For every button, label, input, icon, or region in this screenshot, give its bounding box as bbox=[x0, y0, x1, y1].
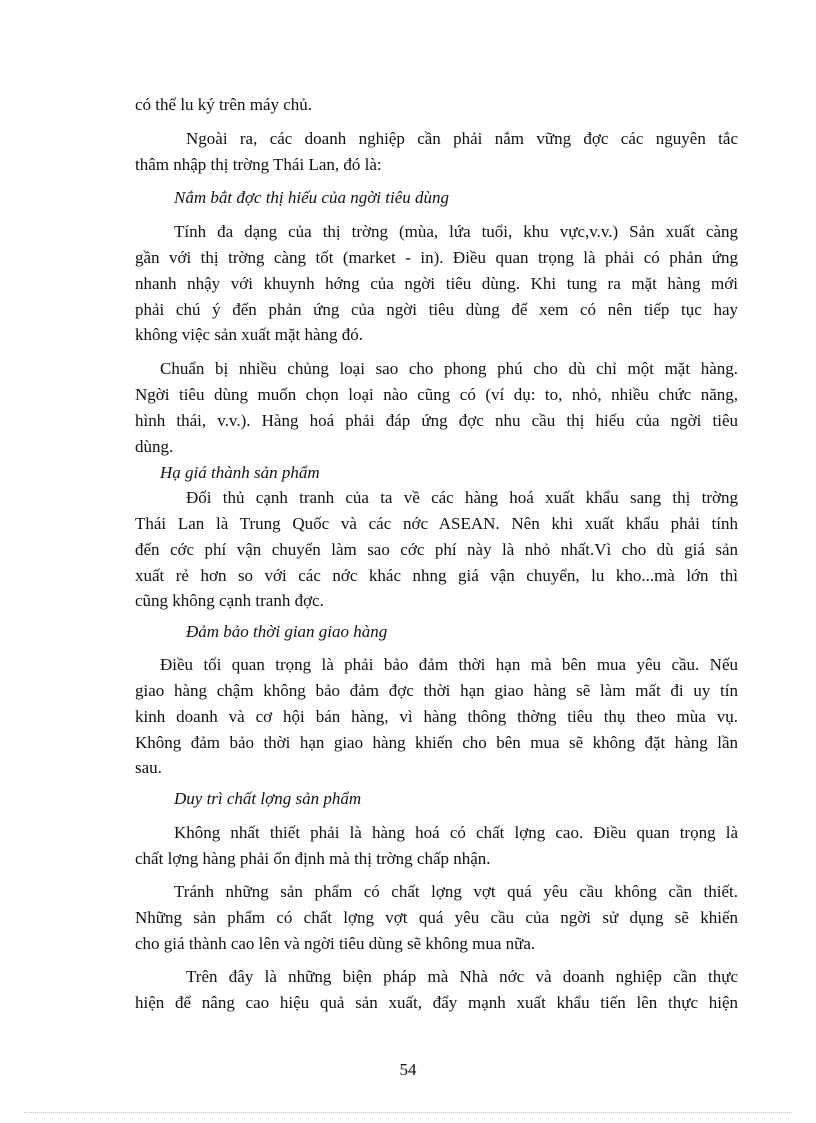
body-text-line: Ngời tiêu dùng muốn chọn loại nào cũng có (ví dụ: to, nhỏ, nhiều chức năng, bbox=[135, 385, 738, 404]
footer-divider bbox=[24, 1112, 792, 1113]
body-text-line: dùng. bbox=[135, 437, 174, 456]
section-heading-delivery-time: Đảm bảo thời gian giao hàng bbox=[186, 622, 388, 641]
body-text-line: Thái Lan là Trung Quốc và các nớc ASEAN. Nên khi xuất khẩu phải tính bbox=[135, 514, 738, 533]
section-heading-market-taste: Nắm bắt đợc thị hiếu của ngời tiêu dùng bbox=[174, 188, 450, 207]
body-text-line: giao hàng chậm không bảo đảm đợc thời hạn giao hàng sẽ làm mất đi uy tín bbox=[135, 681, 738, 700]
paragraph-first-line: Điều tối quan trọng là phải bảo đảm thời hạn mà bên mua yêu cầu. Nếu bbox=[160, 655, 738, 674]
body-text-line: phải chú ý đến phản ứng của ngời tiêu dùng để xem có nên tiếp tục hay bbox=[135, 300, 738, 319]
body-text-line: Những sản phẩm có chất lợng vợt quá yêu cầu của ngời sử dụng sẽ khiến bbox=[135, 908, 738, 927]
body-text-line: nhanh nhậy với khuynh hớng của ngời tiêu dùng. Khi tung ra mặt hàng mới bbox=[135, 274, 738, 293]
body-text-line: không việc sản xuất mặt hàng đó. bbox=[135, 325, 364, 344]
body-text-line: thâm nhập thị trờng Thái Lan, đó là: bbox=[135, 155, 382, 174]
section-heading-lower-cost: Hạ giá thành sản phẩm bbox=[160, 463, 320, 482]
body-text-line: gần với thị trờng càng tốt (market - in). Điều quan trọng là phải có phản ứng bbox=[135, 248, 738, 267]
paragraph-first-line: Tránh những sản phẩm có chất lợng vợt quá yêu cầu không cần thiết. bbox=[174, 882, 738, 901]
body-text-line: đến cớc phí vận chuyển làm sao cớc phí này là nhỏ nhất.Vì cho dù giá sản bbox=[135, 540, 738, 559]
body-text-line: cho giá thành cao lên và ngời tiêu dùng sẽ không mua nữa. bbox=[135, 934, 536, 953]
page-number: 54 bbox=[399, 1060, 417, 1079]
body-text-line: chất lợng hàng phải ổn định mà thị trờng chấp nhận. bbox=[135, 849, 491, 868]
body-text-line: hình thái, v.v.). Hàng hoá phải đáp ứng đợc nhu cầu thị hiếu của ngời tiêu bbox=[135, 411, 738, 430]
body-text-line: xuất rẻ hơn so với các nớc khác nhng giá vận chuyển, lu kho...mà lớn thì bbox=[135, 566, 738, 585]
paragraph-first-line: Đối thủ cạnh tranh của ta về các hàng hoá xuất khẩu sang thị trờng bbox=[186, 488, 738, 507]
paragraph-first-line: Trên đây là những biện pháp mà Nhà nớc và doanh nghiệp cần thực bbox=[186, 967, 738, 986]
paragraph-first-line: Chuẩn bị nhiều chủng loại sao cho phong phú cho dù chỉ một mặt hàng. bbox=[160, 359, 738, 378]
body-text-line: cũng không cạnh tranh đợc. bbox=[135, 591, 324, 610]
paragraph-first-line: Ngoài ra, các doanh nghiệp cần phải nắm vững đợc các nguyên tắc bbox=[186, 129, 738, 148]
paragraph-first-line: Không nhất thiết phải là hàng hoá có chất lợng cao. Điều quan trọng là bbox=[174, 823, 738, 842]
body-text-line: hiện để nâng cao hiệu quả sản xuất, đẩy mạnh xuất khẩu tiến lên thực hiện bbox=[135, 993, 738, 1012]
body-text-line: sau. bbox=[135, 758, 162, 777]
body-text-line: có thể lu ký trên máy chủ. bbox=[135, 95, 313, 114]
paragraph-first-line: Tính đa dạng của thị trờng (mùa, lứa tuổi, khu vực,v.v.) Sản xuất càng bbox=[174, 222, 738, 241]
body-text-line: Không đảm bảo thời hạn giao hàng khiến cho bên mua sẽ không đặt hàng lần bbox=[135, 733, 738, 752]
section-heading-quality: Duy trì chất lợng sản phẩm bbox=[174, 789, 362, 808]
body-text-line: kinh doanh và cơ hội bán hàng, vì hàng thông thờng tiêu thụ theo mùa vụ. bbox=[135, 707, 738, 726]
